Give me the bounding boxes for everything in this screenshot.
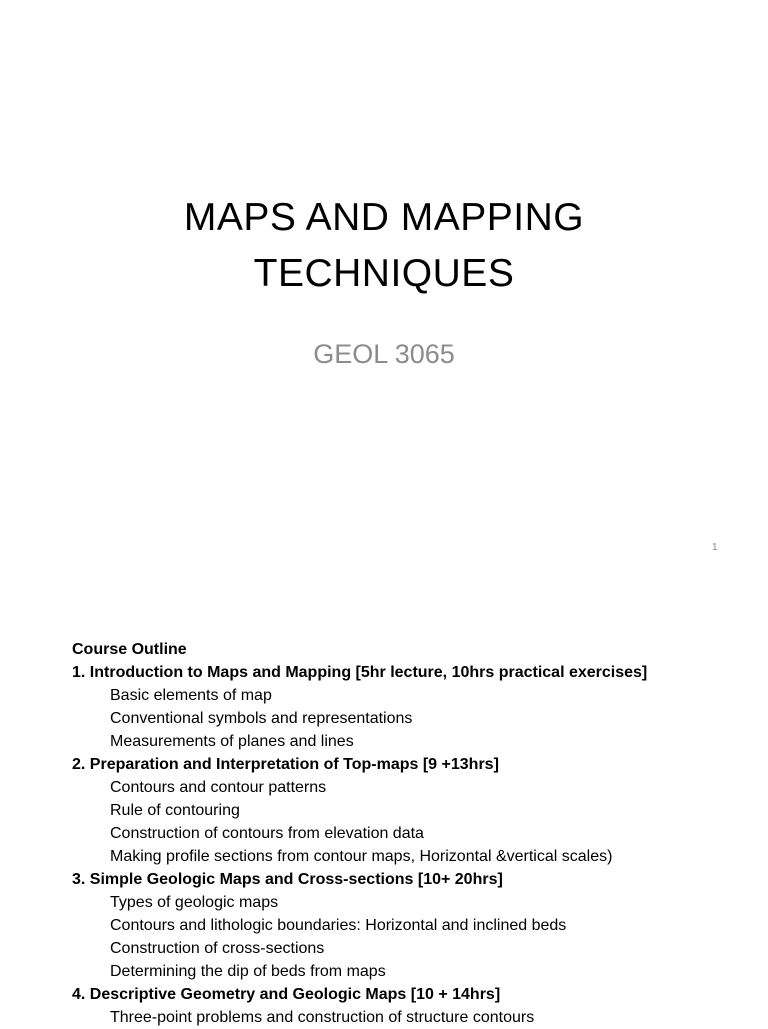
section-title-1: 1. Introduction to Maps and Mapping [5hr lecture, 10hrs practical exercises]	[72, 664, 648, 681]
section-title-3: 3. Simple Geologic Maps and Cross-sections [10+ 20hrs]	[72, 871, 503, 888]
course-outline	[72, 638, 752, 1029]
section-item: Three-point problems and construction of structure contours	[110, 1009, 535, 1026]
section-item: Construction of contours from elevation data	[110, 825, 424, 842]
slide-page-number: 1	[712, 542, 718, 553]
slide-title	[0, 190, 768, 302]
section-item: Rule of contouring	[110, 802, 240, 819]
section-title-2: 2. Preparation and Interpretation of Top-maps [9 +13hrs]	[72, 756, 499, 773]
section-item: Contours and contour patterns	[110, 779, 327, 796]
slide-title-line-1: MAPS AND MAPPING	[183, 196, 585, 239]
outline-heading: Course Outline	[72, 641, 187, 658]
section-item: Types of geologic maps	[110, 894, 279, 911]
section-item: Contours and lithologic boundaries: Horizontal and inclined beds	[110, 917, 567, 934]
section-item: Construction of cross-sections	[110, 940, 325, 957]
section-title-4: 4. Descriptive Geometry and Geologic Maps [10 + 14hrs]	[72, 986, 501, 1003]
section-item: Making profile sections from contour maps, Horizontal &vertical scales)	[110, 848, 613, 865]
slide-title-line-2: TECHNIQUES	[253, 252, 515, 295]
slide-subtitle: GEOL 3065	[313, 339, 455, 369]
section-item: Determining the dip of beds from maps	[110, 963, 386, 980]
section-item: Measurements of planes and lines	[110, 733, 354, 750]
section-item: Basic elements of map	[110, 687, 272, 704]
section-item: Conventional symbols and representations	[110, 710, 413, 727]
